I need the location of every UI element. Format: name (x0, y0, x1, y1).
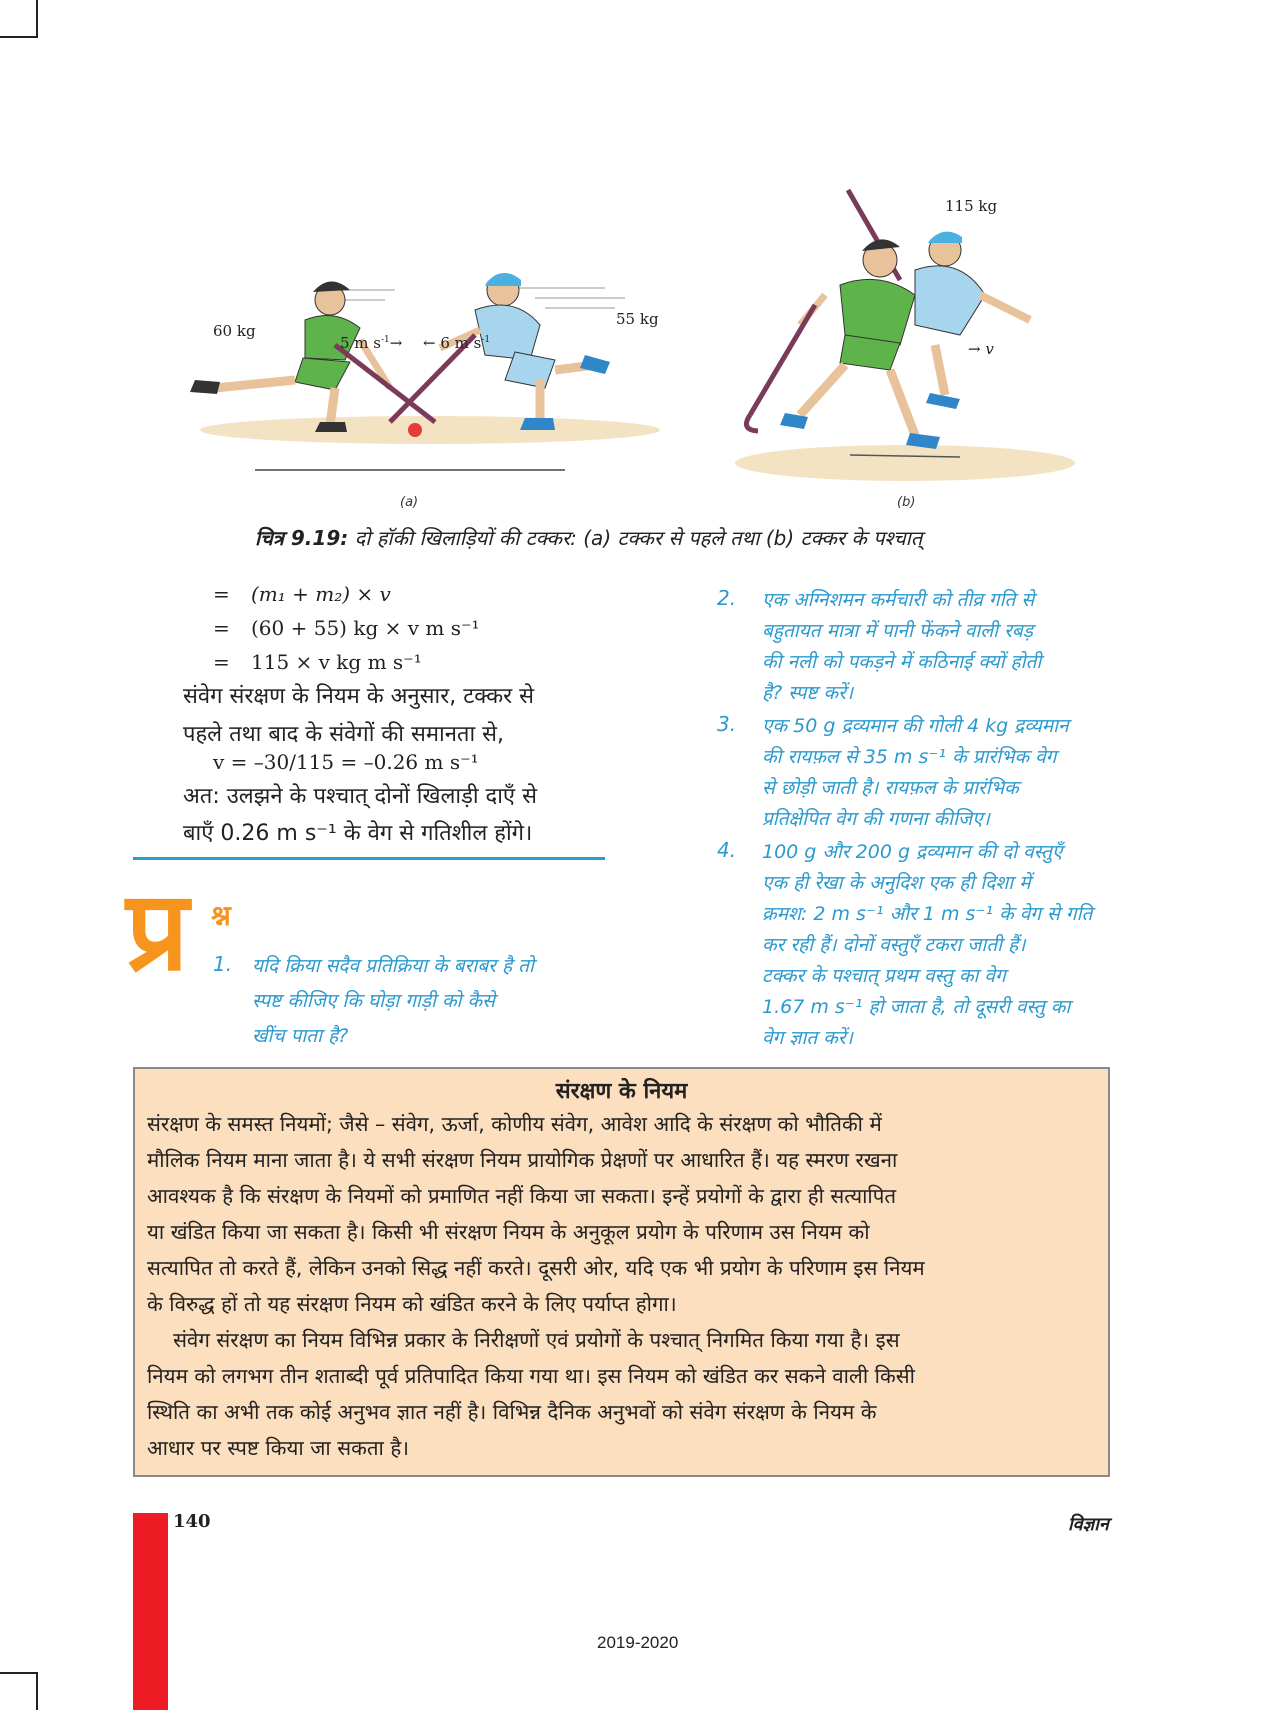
question-1-line: यदि क्रिया सदैव प्रतिक्रिया के बराबर है तो (252, 955, 534, 977)
paragraph-line-3: v = –30/115 = –0.26 m s⁻¹ (213, 750, 479, 774)
figure-caption-label: चित्र 9.19: (255, 526, 349, 550)
question-4-line: एक ही रेखा के अनुदिश एक ही दिशा में (762, 872, 1031, 894)
equation-line-1: = (m₁ + m₂) × v (213, 582, 391, 606)
question-4-line: 100 g और 200 g द्रव्यमान की दो वस्तुएँ (762, 841, 1063, 863)
question-2-line: बहुतायत मात्रा में पानी फेंकने वाली रबड़ (762, 620, 1033, 642)
paragraph-line-5: बाएँ 0.26 m s⁻¹ के वेग से गतिशील होंगे। (183, 821, 533, 846)
page-edge-bar (133, 1513, 168, 1710)
box-line: या खंडित किया जा सकता है। किसी भी संरक्षण नियम के अनुकूल प्रयोग के परिणाम उस नियम को (147, 1220, 870, 1244)
figure-caption (255, 524, 922, 551)
question-4-line: टक्कर के पश्चात् प्रथम वस्तु का वेग (762, 965, 1006, 987)
box-line: मौलिक नियम माना जाता है। ये सभी संरक्षण नियम प्रायोगिक प्रेक्षणों पर आधारित हैं। यह स्मरण रखना (147, 1148, 898, 1172)
crop-mark-bottom-v (36, 1672, 38, 1710)
figure-a-velocity-right: ← 6 m $s^{-1}$ (423, 334, 491, 352)
question-3-line: प्रतिक्षेपित वेग की गणना कीजिए। (762, 808, 990, 830)
question-4-line: कर रही हैं। दोनों वस्तुएँ टकरा जाती हैं। (762, 934, 1026, 956)
hockey-players-before-collision-illustration (185, 270, 675, 480)
book-name: विज्ञान (1068, 1514, 1109, 1535)
question-1-line: खींच पाता है? (252, 1025, 349, 1047)
box-line: आवश्यक है कि संरक्षण के नियमों को प्रमाणित नहीं किया जा सकता। इन्हें प्रयोगों के द्वारा ही सत्यापित (147, 1184, 897, 1208)
box-line: के विरुद्ध हों तो यह संरक्षण नियम को खंडित करने के लिए पर्याप्त होगा। (147, 1292, 677, 1316)
box-line: आधार पर स्पष्ट किया जा सकता है। (147, 1436, 409, 1460)
paragraph-line-2: पहले तथा बाद के संवेगों की समानता से, (183, 722, 505, 747)
crop-mark-top-v (36, 0, 38, 38)
crop-mark-top (0, 36, 36, 38)
question-1-number: 1. (213, 952, 233, 976)
section-divider (133, 857, 605, 860)
figure-a-velocity-left: 5 m $s^{-1}\to$ (340, 334, 403, 352)
question-3-line: की रायफ़ल से 35 m s⁻¹ के प्रारंभिक वेग (762, 746, 1057, 768)
question-3-number: 3. (717, 712, 737, 736)
equation-line-2: = (60 + 55) kg × v m s⁻¹ (213, 616, 480, 640)
page-number: 140 (173, 1511, 211, 1532)
question-3-line: एक 50 g द्रव्यमान की गोली 4 kg द्रव्यमान (762, 715, 1069, 737)
equation-line-3: = 115 × v kg m s⁻¹ (213, 650, 422, 674)
crop-mark-bottom (0, 1672, 36, 1674)
box-line: स्थिति का अभी तक कोई अनुभव ज्ञात नहीं है। विभिन्न दैनिक अनुभवों को संवेग संरक्षण के नियम के (147, 1400, 877, 1424)
question-2-line: एक अग्निशमन कर्मचारी को तीव्र गति से (762, 589, 1035, 611)
question-1-line: स्पष्ट कीजिए कि घोड़ा गाड़ी को कैसे (252, 990, 495, 1012)
box-line: संवेग संरक्षण का नियम विभिन्न प्रकार के निरीक्षणों एवं प्रयोगों के पश्चात् निगमित किया गया है। इस (147, 1328, 900, 1352)
questions-heading-small: श्न (211, 899, 231, 932)
figure-b-sublabel: (b) (897, 495, 916, 510)
questions-heading-big: प्र (126, 867, 189, 995)
question-3-line: से छोड़ी जाती है। रायफ़ल के प्रारंभिक (762, 777, 1019, 799)
question-4-line: क्रमश: 2 m s⁻¹ और 1 m s⁻¹ के वेग से गति (762, 903, 1093, 925)
figure-caption-text: दो हॉकी खिलाड़ियों की टक्कर: (a) टक्कर से पहले तथा (b) टक्कर के पश्चात् (348, 526, 923, 550)
question-4-line: 1.67 m s⁻¹ हो जाता है, तो दूसरी वस्तु का (762, 996, 1071, 1018)
figure-b (730, 185, 1080, 485)
box-title: संरक्षण के नियम (555, 1079, 688, 1104)
conservation-laws-box (133, 1067, 1110, 1477)
paragraph-line-1: संवेग संरक्षण के नियम के अनुसार, टक्कर से (183, 684, 535, 709)
question-2-number: 2. (717, 586, 737, 610)
box-line: संरक्षण के समस्त नियमों; जैसे – संवेग, ऊर्जा, कोणीय संवेग, आवेश आदि के संरक्षण को भौतिकी में (147, 1112, 882, 1136)
hockey-players-after-collision-illustration (730, 185, 1080, 485)
question-4-line: वेग ज्ञात करें। (762, 1027, 853, 1049)
figure-a-mass-right: 55 kg (616, 310, 659, 328)
figure-a-sublabel: (a) (400, 495, 419, 510)
figure-a (185, 270, 675, 480)
figure-a-mass-left: 60 kg (213, 322, 256, 340)
figure-b-mass: 115 kg (945, 197, 998, 215)
box-line: नियम को लगभग तीन शताब्दी पूर्व प्रतिपादित किया गया था। इस नियम को खंडित कर सकने वाली किसी (147, 1364, 915, 1388)
question-2-line: की नली को पकड़ने में कठिनाई क्यों होती (762, 651, 1042, 673)
paragraph-line-4: अत: उलझने के पश्चात् दोनों खिलाड़ी दाएँ से (183, 784, 537, 809)
figure-b-velocity: → v (968, 340, 994, 358)
edition-year: 2019-2020 (597, 1633, 679, 1652)
box-line: सत्यापित तो करते हैं, लेकिन उनको सिद्ध नहीं करते। दूसरी ओर, यदि एक भी प्रयोग के परिणाम इस नियम (147, 1256, 925, 1280)
question-4-number: 4. (717, 838, 737, 862)
question-2-line: है? स्पष्ट करें। (762, 682, 854, 704)
